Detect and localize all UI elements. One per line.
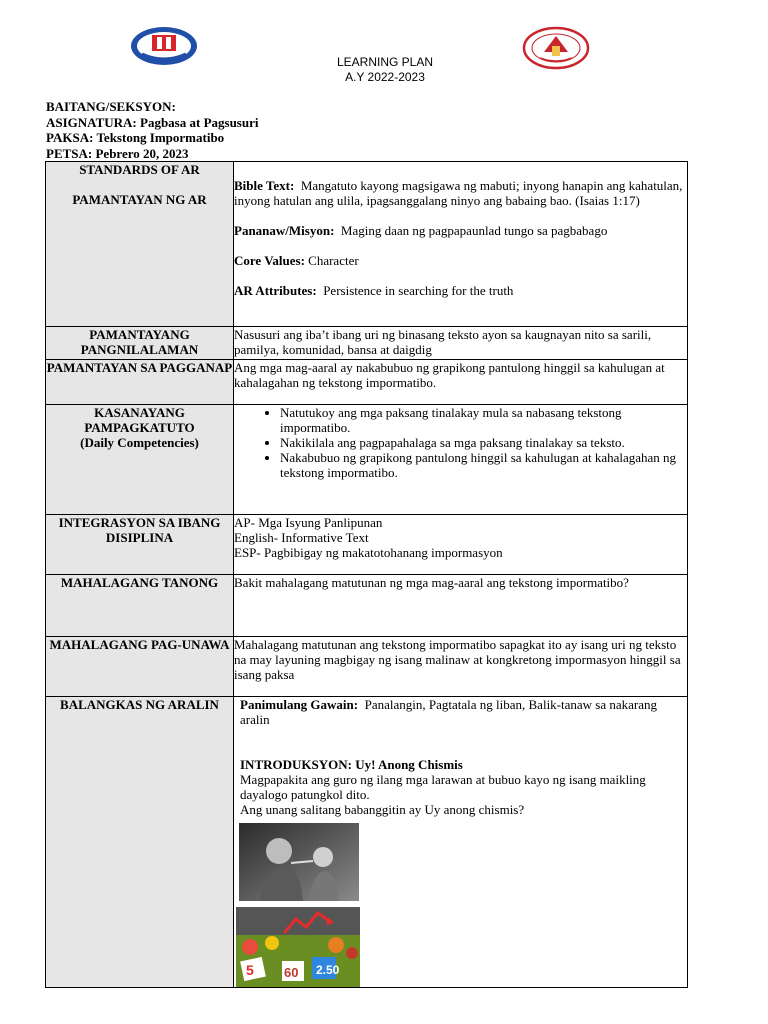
panimula-text: Panalangin, Pagtatala ng liban, Balik-tanaw sa nakarang aralin xyxy=(240,697,658,727)
tanong-label: MAHALAGANG TANONG xyxy=(46,575,234,637)
paksa-line xyxy=(46,130,258,146)
pagganap-text: Ang mga mag-aaral ay nakabubuo ng grapikong pantulong hinggil sa kahulugan at kahalagahan ng tekstong impormatibo. xyxy=(234,360,688,405)
pangnilalaman-text: Nasusuri ang iba’t ibang uri ng binasang teksto ayon sa kaugnayan nito sa sarili, pamilya, komunidad, bansa at daigdig xyxy=(234,327,688,360)
core-values-label: Core Values: xyxy=(234,253,305,268)
title-line-1: LEARNING PLAN xyxy=(336,55,434,69)
integrasyon-english: English- Informative Text xyxy=(234,530,369,545)
svg-text:5: 5 xyxy=(246,962,254,978)
competency-item: • Nakikilala ang pagpapahalaga sa mga paksang tinalakay sa teksto. xyxy=(280,435,687,450)
standards-label-cell xyxy=(46,162,234,327)
competency-list xyxy=(234,405,687,480)
asignatura-line xyxy=(46,115,258,131)
ar-attributes-text: Persistence in searching for the truth xyxy=(323,283,514,298)
petsa-line xyxy=(46,146,258,162)
svg-text:2.50: 2.50 xyxy=(316,963,340,977)
title-line-2: A.Y 2022-2023 xyxy=(345,70,425,84)
integrasyon-ap: AP- Mga Isyung Panlipunan xyxy=(234,515,383,530)
standards-content xyxy=(234,162,688,327)
paksa-label: PAKSA: xyxy=(46,130,94,145)
introduksyon-line-2: Ang unang salitang babanggitin ay Uy anong chismis? xyxy=(240,802,525,817)
petsa-label: PETSA: xyxy=(46,145,93,161)
photo-market-prices xyxy=(236,907,687,987)
asignatura-value: Pagbasa at Pagsusuri xyxy=(140,114,259,130)
pagunawa-text: Mahalagang matutunan ang tekstong impormatibo sapagkat ito ay isang uri ng teksto na may layuning magbigay ng isang malinaw at kongkretong impormasyon hinggil sa isang paksa xyxy=(234,637,688,697)
standards-label-2: PAMANTAYAN NG AR xyxy=(72,192,207,207)
kasanayan-content xyxy=(234,405,688,515)
kasanayan-sublabel: (Daily Competencies) xyxy=(80,435,199,450)
ar-attributes-block xyxy=(234,283,687,298)
ar-attributes-label: AR Attributes: xyxy=(234,283,317,298)
integrasyon-label: INTEGRASYON SA IBANG DISIPLINA xyxy=(46,515,234,575)
petsa-value: Pebrero 20, 2023 xyxy=(95,145,189,161)
baitang-line xyxy=(46,99,258,115)
core-values-text: Character xyxy=(308,253,359,268)
plan-meta xyxy=(46,99,258,161)
balangkas-content xyxy=(234,697,688,988)
integrasyon-content xyxy=(234,515,688,575)
pagunawa-label: MAHALAGANG PAG-UNAWA xyxy=(46,637,234,697)
misyon-block xyxy=(234,223,687,238)
panimula-block xyxy=(240,697,687,727)
introduksyon-title: INTRODUKSYON: Uy! Anong Chismis xyxy=(240,757,463,772)
row-kasanayan xyxy=(46,405,688,515)
photo-old-man-child xyxy=(239,823,687,901)
row-pagganap xyxy=(46,360,688,405)
core-values-block xyxy=(234,253,687,268)
row-balangkas xyxy=(46,697,688,988)
bible-label: Bible Text: xyxy=(234,178,295,193)
kasanayan-label: KASANAYANG PAMPAGKATUTO xyxy=(84,405,195,435)
standards-label-1: STANDARDS OF AR xyxy=(79,162,200,177)
learning-plan-table xyxy=(45,161,688,988)
competency-item: • Natutukoy ang mga paksang tinalakay mula sa nabasang tekstong impormatibo. xyxy=(280,405,687,435)
row-pangnilalaman xyxy=(46,327,688,360)
paksa-value: Tekstong Impormatibo xyxy=(96,130,225,145)
misyon-label: Pananaw/Misyon: xyxy=(234,223,335,238)
introduksyon-line-1: Magpapakita ang guro ng ilang mga larawan at bubuo kayo ng isang maikling dayalogo patungkol dito. xyxy=(240,772,646,802)
pangnilalaman-label: PAMANTAYANG PANGNILALAMAN xyxy=(46,327,234,360)
bible-text-block xyxy=(234,178,687,208)
row-integrasyon xyxy=(46,515,688,575)
balangkas-label: BALANGKAS NG ARALIN xyxy=(46,697,234,988)
baitang-label: BAITANG/SEKSYON: xyxy=(46,99,176,114)
asignatura-label: ASIGNATURA: xyxy=(46,114,137,130)
integrasyon-esp: ESP- Pagbibigay ng makatotohanang impormasyon xyxy=(234,545,503,560)
misyon-text: Maging daan ng pagpapaunlad tungo sa pagbabago xyxy=(340,223,608,238)
row-standards xyxy=(46,162,688,327)
competency-item: • Nakabubuo ng grapikong pantulong hinggil sa kahulugan at kahalagahan ng tekstong impormatibo. xyxy=(280,450,687,480)
kasanayan-label-cell xyxy=(46,405,234,515)
bible-text: Mangatuto kayong magsigawa ng mabuti; inyong hanapin ang kahatulan, inyong hatulan ang ulila, ipagsanggalang ninyo ang babaing bao. (Isaias 1:17) xyxy=(234,178,683,208)
tanong-text: Bakit mahalagang matutunan ng mga mag-aaral ang tekstong impormatibo? xyxy=(234,575,688,637)
panimula-label: Panimulang Gawain: xyxy=(240,697,359,712)
row-tanong xyxy=(46,575,688,637)
svg-text:60: 60 xyxy=(284,965,299,980)
plan-title xyxy=(0,55,768,85)
row-pagunawa xyxy=(46,637,688,697)
pagganap-label: PAMANTAYAN SA PAGGANAP xyxy=(46,360,234,405)
